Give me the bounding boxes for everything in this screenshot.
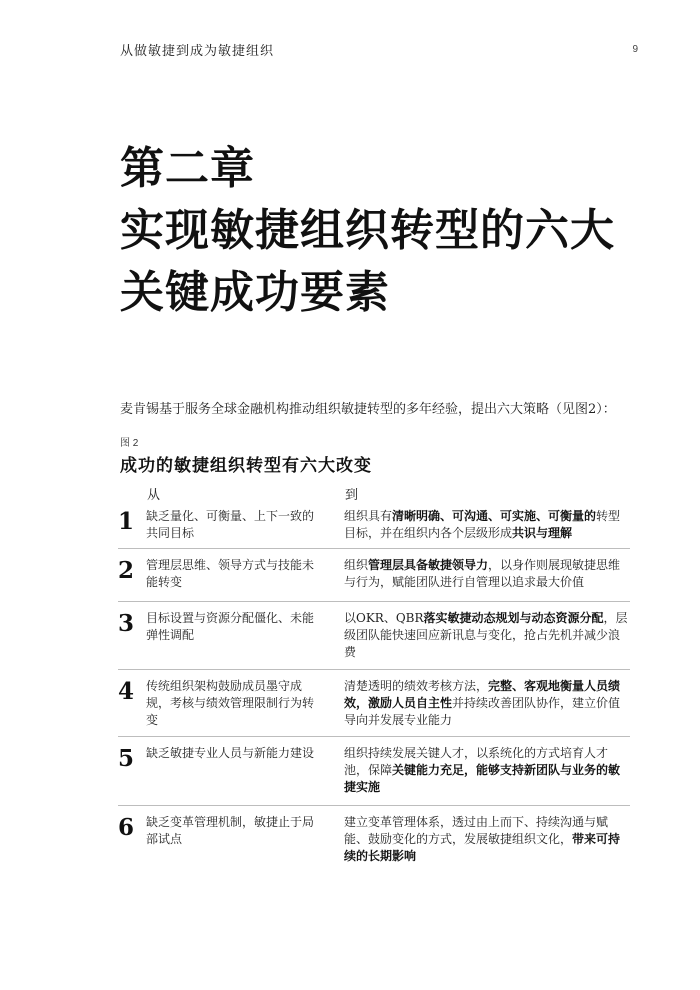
body-text: ，层级团队能快速回应新讯息与变化，抢占先机并减少浪费 (344, 611, 628, 659)
row-number: 5 (118, 745, 135, 772)
table-row (118, 669, 630, 736)
figure-label: 图 2 (120, 438, 139, 449)
row-from-text: 管理层思维、领导方式与技能未能转变 (146, 558, 315, 589)
row-from-text: 目标设置与资源分配僵化、未能弹性调配 (146, 611, 315, 642)
body-text: 组织具有 (344, 509, 393, 523)
emphasis-text: 完整、客观地衡量人员绩效，激励人员自主性 (344, 679, 621, 710)
emphasis-text: 管理层具备敏捷领导力 (368, 558, 489, 572)
row-number: 6 (118, 814, 135, 841)
body-text: 以OKR、QBR (344, 611, 424, 625)
row-from-text: 缺乏敏捷专业人员与新能力建设 (146, 746, 315, 760)
row-to-text (344, 745, 628, 796)
column-header-from: 从 (147, 488, 161, 503)
row-to-text (344, 814, 628, 865)
chapter-title-line: 实现敏捷组织转型的六大 (120, 205, 615, 256)
body-text: ，以身作则展现敏捷思维与行为，赋能团队进行自管理以追求最大价值 (344, 558, 621, 589)
row-from-text: 缺乏变革管理机制，敏捷止于局部试点 (146, 815, 315, 846)
emphasis-text: 清晰明确、可沟通、可实施、可衡量的 (392, 509, 597, 523)
row-to-text (344, 610, 628, 661)
column-header-to: 到 (345, 488, 359, 503)
table-row (118, 548, 630, 601)
body-text: 组织持续发展关键人才，以系统化的方式培育人才池，保障 (344, 746, 609, 777)
row-number: 2 (118, 557, 135, 584)
intro-paragraph: 麦肯锡基于服务全球金融机构推动组织敏捷转型的多年经验，提出六大策略（见图2）： (120, 402, 616, 417)
body-text: 清楚透明的绩效考核方法， (344, 679, 489, 693)
table-row (118, 736, 630, 805)
row-to-text (344, 678, 628, 729)
body-text: 组织 (344, 558, 369, 572)
row-from-text: 缺乏量化、可衡量、上下一致的共同目标 (146, 509, 315, 540)
comparison-table (118, 500, 630, 868)
body-text: 建立变革管理体系，透过由上而下、持续沟通与赋能、鼓励变化的方式，发展敏捷组织文化， (344, 815, 609, 846)
table-row (118, 601, 630, 669)
emphasis-text: 落实敏捷动态规划与动态资源分配 (423, 611, 604, 625)
row-to-text (344, 508, 628, 542)
emphasis-text: 共识与理解 (512, 526, 573, 540)
chapter-title-line: 第二章 (120, 143, 255, 194)
row-to-text (344, 557, 628, 591)
body-text: 转型目标，并在组织内各个层级形成 (344, 509, 621, 540)
row-from-text: 传统组织架构鼓励成员墨守成规，考核与绩效管理限制行为转变 (146, 679, 315, 727)
chapter-title (120, 138, 615, 324)
emphasis-text: 关键能力充足，能够支持新团队与业务的敏捷实施 (344, 763, 621, 794)
body-text: 并持续改善团队协作，建立价值导向并发展专业能力 (344, 696, 621, 727)
running-header: 从做敏捷到成为敏捷组织 (120, 44, 275, 59)
row-number: 4 (118, 678, 135, 705)
row-number: 3 (118, 610, 135, 637)
page-number: 9 (632, 44, 638, 55)
figure-title: 成功的敏捷组织转型有六大改变 (120, 456, 372, 476)
emphasis-text: 带来可持续的长期影响 (344, 832, 621, 863)
table-row (118, 805, 630, 868)
table-row (118, 500, 630, 548)
row-number: 1 (118, 508, 135, 535)
chapter-title-line: 关键成功要素 (120, 267, 390, 318)
